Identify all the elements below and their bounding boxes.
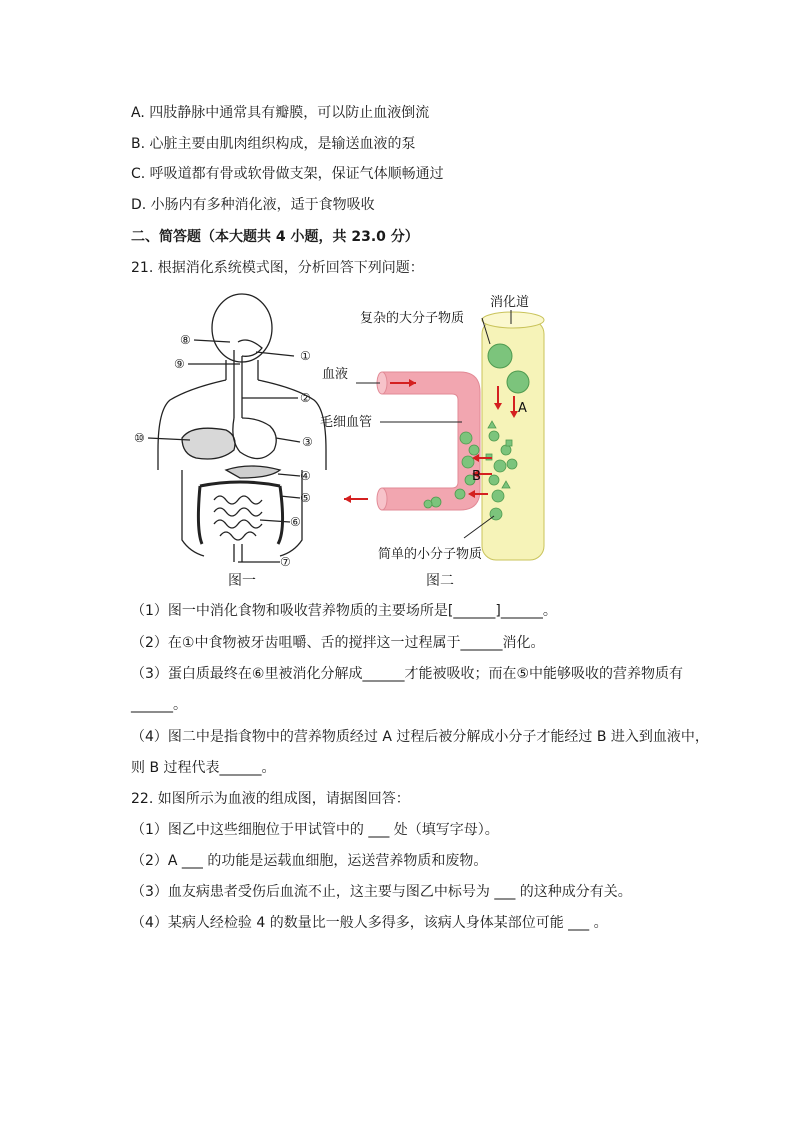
label-macromolecule: 复杂的大分子物质 (360, 311, 465, 326)
q22-sub-1: （1）图乙中这些细胞位于甲试管中的 ___ 处（填写字母）。 (131, 822, 499, 838)
marker-1: ① (300, 349, 311, 363)
q22-stem: 22. 如图所示为血液的组成图，请据图回答： (131, 791, 410, 807)
macromolecule (488, 344, 512, 368)
q21-sub-4-cont: 则 B 过程代表______。 (131, 760, 276, 776)
q21-sub-1: （1）图一中消化食物和吸收营养物质的主要场所是[______]______。 (131, 603, 557, 619)
marker-5: ⑤ (300, 491, 311, 505)
q21-sub-3-cont: ______。 (131, 697, 187, 713)
option-c: C. 呼吸道都有骨或软骨做支架，保证气体顺畅通过 (131, 166, 444, 182)
label-capillary: 毛细血管 (320, 415, 373, 430)
marker-4: ④ (300, 469, 311, 483)
label-process-a: A (518, 401, 527, 416)
macromolecule (507, 371, 529, 393)
q21-figures (130, 290, 570, 590)
marker-7: ⑦ (280, 555, 291, 569)
q22-sub-4: （4）某病人经检验 4 的数量比一般人多得多，该病人身体某部位可能 ___ 。 (131, 915, 608, 931)
q22-sub-3: （3）血友病患者受伤后血流不止，这主要与图乙中标号为 ___ 的这种成分有关。 (131, 884, 632, 900)
q21-sub-4: （4）图二中是指食物中的营养物质经过 A 过程后被分解成小分子才能经过 B 进入到血液中， (131, 729, 709, 745)
label-process-b: B (472, 469, 481, 484)
figure2-absorption-diagram (344, 310, 544, 560)
label-digestive-tract: 消化道 (490, 295, 530, 310)
label-blood: 血液 (322, 367, 349, 382)
label-small-molecule: 简单的小分子物质 (378, 547, 483, 562)
section-title: 二、简答题（本大题共 4 小题，共 23.0 分） (131, 229, 419, 245)
figure1-caption: 图一 (228, 573, 256, 589)
figure2-caption: 图二 (426, 573, 454, 589)
q21-stem: 21. 根据消化系统模式图，分析回答下列问题： (131, 260, 424, 276)
marker-9: ⑨ (174, 357, 185, 371)
marker-3: ③ (302, 435, 313, 449)
marker-10: ⑩ (134, 431, 145, 445)
option-d: D. 小肠内有多种消化液，适于食物吸收 (131, 197, 375, 213)
q21-sub-3: （3）蛋白质最终在⑥里被消化分解成______才能被吸收；而在⑤中能够吸收的营养物质有 (131, 666, 684, 682)
q21-sub-2: （2）在①中食物被牙齿咀嚼、舌的搅拌这一过程属于______消化。 (131, 635, 545, 651)
marker-2: ② (300, 391, 311, 405)
q22-sub-2: （2）A ___ 的功能是运载血细胞，运送营养物质和废物。 (131, 853, 488, 869)
digestive-figure-svg (130, 290, 570, 590)
option-b: B. 心脏主要由肌肉组织构成，是输送血液的泵 (131, 136, 416, 152)
marker-6: ⑥ (290, 515, 301, 529)
option-a: A. 四肢静脉中通常具有瓣膜，可以防止血液倒流 (131, 105, 430, 121)
marker-8: ⑧ (180, 333, 191, 347)
